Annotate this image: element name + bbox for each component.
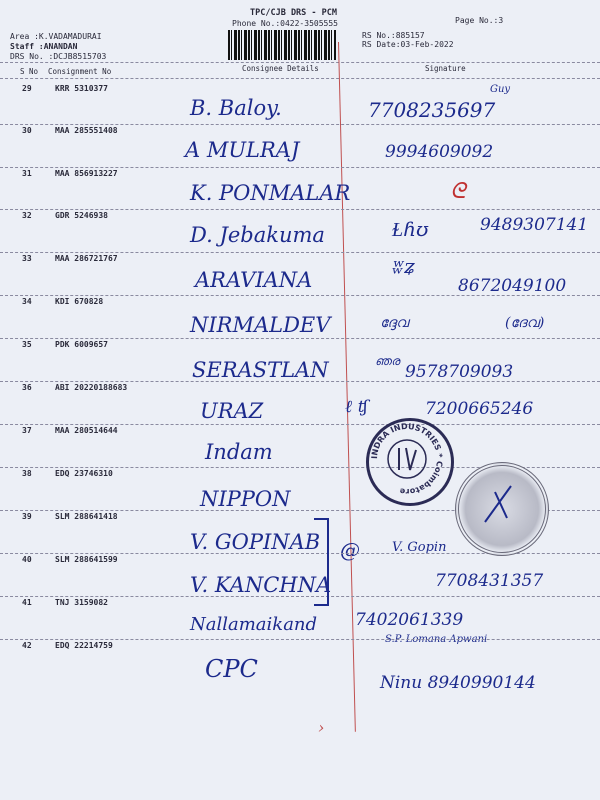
row-sno: 36 bbox=[22, 383, 32, 392]
table-row bbox=[0, 641, 600, 693]
signature: 7402061339 bbox=[355, 610, 464, 630]
row-divider bbox=[0, 596, 600, 597]
row-consignment: EDQ 23746310 bbox=[55, 469, 113, 478]
col-signature: Signature bbox=[425, 64, 466, 73]
signature: Ninu 8940990144 bbox=[380, 673, 536, 693]
row-sno: 39 bbox=[22, 512, 32, 521]
signature-note: S.P. Lomana Apwani bbox=[385, 634, 488, 645]
row-sno: 40 bbox=[22, 555, 32, 564]
seal-text bbox=[366, 418, 448, 500]
row-sno: 29 bbox=[22, 84, 32, 93]
row-divider bbox=[0, 252, 600, 253]
signature: 8672049100 bbox=[458, 276, 567, 296]
row-divider bbox=[0, 338, 600, 339]
consignee-name: SERASTLAN bbox=[192, 358, 329, 382]
row-consignment: ABI 20220188683 bbox=[55, 383, 128, 392]
row-sno: 34 bbox=[22, 297, 32, 306]
signature: 9994609092 bbox=[385, 142, 494, 162]
signature: 9489307141 bbox=[480, 215, 589, 235]
row-divider bbox=[0, 209, 600, 210]
row-sno: 30 bbox=[22, 126, 32, 135]
row-consignment: MAA 280514644 bbox=[55, 426, 118, 435]
bracket-mark bbox=[310, 515, 335, 610]
route-title: TPC/CJB DRS - PCM bbox=[250, 8, 337, 18]
row-consignment: EDQ 22214759 bbox=[55, 641, 113, 650]
consignee-name: NIPPON bbox=[200, 487, 291, 511]
row-divider bbox=[0, 167, 600, 168]
row-consignment: TNJ 3159082 bbox=[55, 598, 108, 607]
row-consignment: GDR 5246938 bbox=[55, 211, 108, 220]
row-consignment: KRR 5310377 bbox=[55, 84, 108, 93]
signature-scribble: ℓ ʧ bbox=[345, 397, 368, 417]
row-consignment: SLM 288641418 bbox=[55, 512, 118, 521]
consignee-name: NIRMALDEV bbox=[190, 313, 331, 337]
row-sno: 38 bbox=[22, 469, 32, 478]
header-divider-top bbox=[0, 62, 600, 63]
consignee-name: URAZ bbox=[200, 399, 264, 423]
phone-number: Phone No.:0422-3505555 bbox=[232, 19, 338, 28]
signature-scribble: (ദേവ) bbox=[505, 315, 545, 331]
consignee-name: V. GOPINAB bbox=[190, 530, 321, 554]
barcode bbox=[228, 30, 336, 60]
staff-label: Staff :ANANDAN bbox=[10, 42, 78, 51]
rs-date: RS Date:03-Feb-2022 bbox=[362, 40, 454, 49]
row-divider bbox=[0, 639, 600, 640]
signature-scribble: Ɫɦʊ bbox=[392, 217, 429, 241]
row-consignment: MAA 856913227 bbox=[55, 169, 118, 178]
row-divider bbox=[0, 381, 600, 382]
row-sno: 31 bbox=[22, 169, 32, 178]
consignee-name: B. Baloy. bbox=[190, 96, 282, 120]
consignee-name: CPC bbox=[205, 655, 258, 683]
row-consignment: KDI 670828 bbox=[55, 297, 104, 306]
rubber-stamp bbox=[455, 462, 549, 556]
col-details: Consignee Details bbox=[242, 64, 319, 73]
signature-scribble: ᘓ bbox=[450, 179, 466, 204]
signature-scribble: @ bbox=[340, 538, 360, 562]
page-number: Page No.:3 bbox=[455, 16, 504, 25]
area-label: Area :K.VADAMADURAI bbox=[10, 32, 102, 41]
signature-note: Guy bbox=[490, 84, 511, 95]
row-sno: 32 bbox=[22, 211, 32, 220]
consignee-name: K. PONMALAR bbox=[190, 181, 351, 205]
stamp-signature bbox=[455, 462, 541, 548]
consignee-name: A MULRAJ bbox=[185, 138, 300, 162]
consignee-name: ARAVIANA bbox=[195, 268, 313, 292]
row-divider bbox=[0, 424, 600, 425]
signature-scribble: ʬʑ bbox=[392, 254, 416, 278]
drs-number: DRS No. :DCJB8515703 bbox=[10, 52, 107, 61]
signature: 7200665246 bbox=[425, 399, 534, 419]
svg-text:INDRA INDUSTRIES * Coimbatore: INDRA INDUSTRIES * Coimbatore bbox=[369, 421, 445, 497]
row-sno: 35 bbox=[22, 340, 32, 349]
signature-scribble: ഞര bbox=[375, 354, 400, 368]
row-consignment: MAA 285551408 bbox=[55, 126, 118, 135]
header-divider-bottom bbox=[0, 78, 600, 79]
consignee-name: D. Jebakuma bbox=[190, 223, 325, 247]
col-consignment: Consignment No bbox=[48, 67, 112, 76]
rs-number: RS No.:885157 bbox=[362, 31, 425, 40]
signature: 7708431357 bbox=[435, 571, 544, 591]
row-consignment: SLM 288641599 bbox=[55, 555, 118, 564]
row-sno: 41 bbox=[22, 598, 32, 607]
signature: V. Gopin bbox=[392, 540, 447, 555]
row-divider bbox=[0, 124, 600, 125]
row-sno: 33 bbox=[22, 254, 32, 263]
signature: 7708235697 bbox=[368, 98, 496, 122]
consignee-name: Indam bbox=[205, 440, 273, 464]
row-consignment: PDK 6009657 bbox=[55, 340, 108, 349]
signature: 9578709093 bbox=[405, 362, 514, 382]
consignee-name: Nallamaikand bbox=[190, 614, 318, 635]
red-tick-mark: › bbox=[318, 718, 325, 737]
signature-scribble: ദ്ദേവ bbox=[380, 315, 409, 331]
row-sno: 42 bbox=[22, 641, 32, 650]
row-sno: 37 bbox=[22, 426, 32, 435]
row-divider bbox=[0, 295, 600, 296]
consignee-name: V. KANCHNA bbox=[190, 573, 332, 597]
row-consignment: MAA 286721767 bbox=[55, 254, 118, 263]
company-seal-stamp bbox=[366, 418, 454, 506]
col-sno: S No bbox=[20, 67, 39, 76]
